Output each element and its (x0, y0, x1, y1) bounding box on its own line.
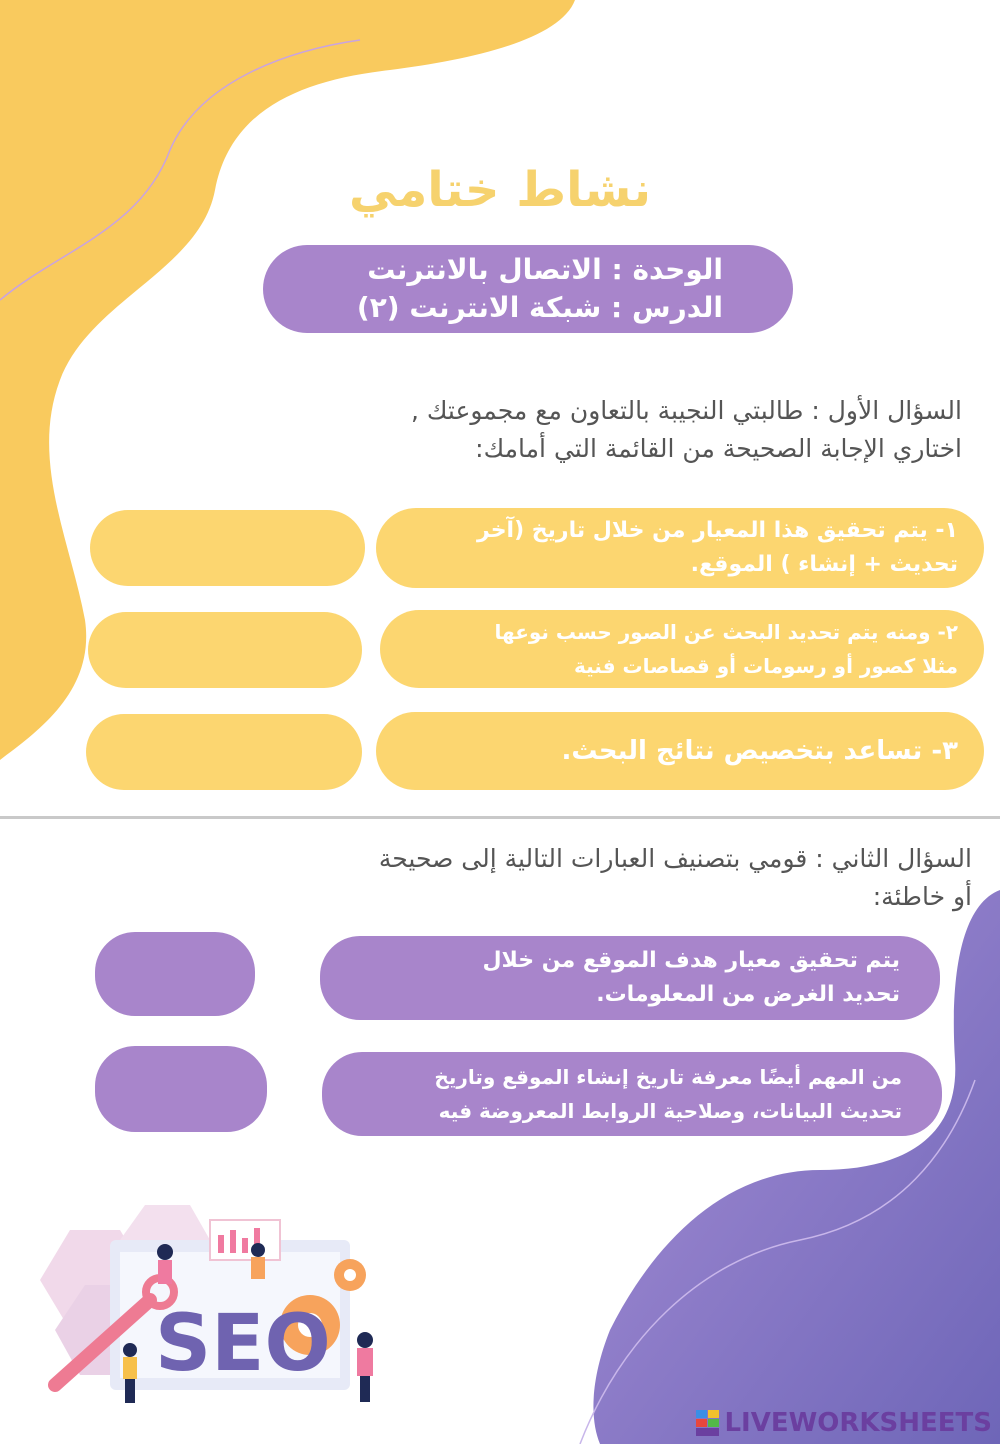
q2-statement-2-line2: تحديث البيانات، وصلاحية الروابط المعروضة فيه (438, 1099, 902, 1123)
q1-statement-3 (376, 712, 984, 790)
q1-answer-box-1[interactable] (90, 510, 365, 586)
q1-statement-2-line1: ٢- ومنه يتم تحديد البحث عن الصور حسب نوعها (494, 620, 958, 644)
q2-statement-2-line1: من المهم أيضًا معرفة تاريخ إنشاء الموقع وتاريخ (434, 1065, 902, 1089)
seo-text: SEO (155, 1299, 331, 1389)
q2-statement-1-line2: تحديد الغرض من المعلومات. (596, 982, 900, 1007)
question2-line2: أو خاطئة: (872, 882, 972, 911)
q1-statement-1-line1: ١- يتم تحقيق هذا المعيار من خلال تاريخ (آخر (477, 518, 958, 543)
question1-text (200, 392, 962, 468)
lesson-line: الدرس : شبكة الانترنت (٢) (356, 291, 723, 324)
seo-illustration (40, 1205, 373, 1403)
q1-statement-2-line2: مثلا كصور أو رسومات أو قصاصات فنية (574, 654, 958, 678)
unit-lesson-box (263, 245, 793, 333)
liveworksheets-logo-icon (696, 1410, 720, 1436)
q1-statement-1-line2: تحديث + إنشاء ) الموقع. (690, 552, 958, 577)
question1-line2: اختاري الإجابة الصحيحة من القائمة التي أمامك: (475, 434, 962, 463)
unit-line: الوحدة : الاتصال بالانترنت (367, 253, 723, 286)
q1-answer-box-2[interactable] (88, 612, 362, 688)
liveworksheets-watermark (696, 1408, 992, 1438)
q2-statement-1 (320, 936, 940, 1020)
question1-line1: السؤال الأول : طالبتي النجيبة بالتعاون مع مجموعتك , (410, 396, 962, 425)
q1-statement-3-line1: ٣- تساعد بتخصيص نتائج البحث. (561, 736, 958, 766)
watermark-text: LIVEWORKSHEETS (724, 1408, 992, 1438)
q2-statement-2 (322, 1052, 942, 1136)
q1-answer-box-3[interactable] (86, 714, 362, 790)
question2-line1: السؤال الثاني : قومي بتصنيف العبارات التالية إلى صحيحة (378, 844, 972, 873)
q2-answer-box-1[interactable] (95, 932, 255, 1016)
page-title: نشاط ختامي (349, 162, 651, 218)
q2-statement-1-line1: يتم تحقيق معيار هدف الموقع من خلال (482, 948, 900, 973)
q1-statement-1 (376, 508, 984, 588)
question2-text (150, 840, 972, 916)
q2-answer-box-2[interactable] (95, 1046, 267, 1132)
section-divider (0, 816, 1000, 819)
q1-statement-2 (380, 610, 984, 688)
